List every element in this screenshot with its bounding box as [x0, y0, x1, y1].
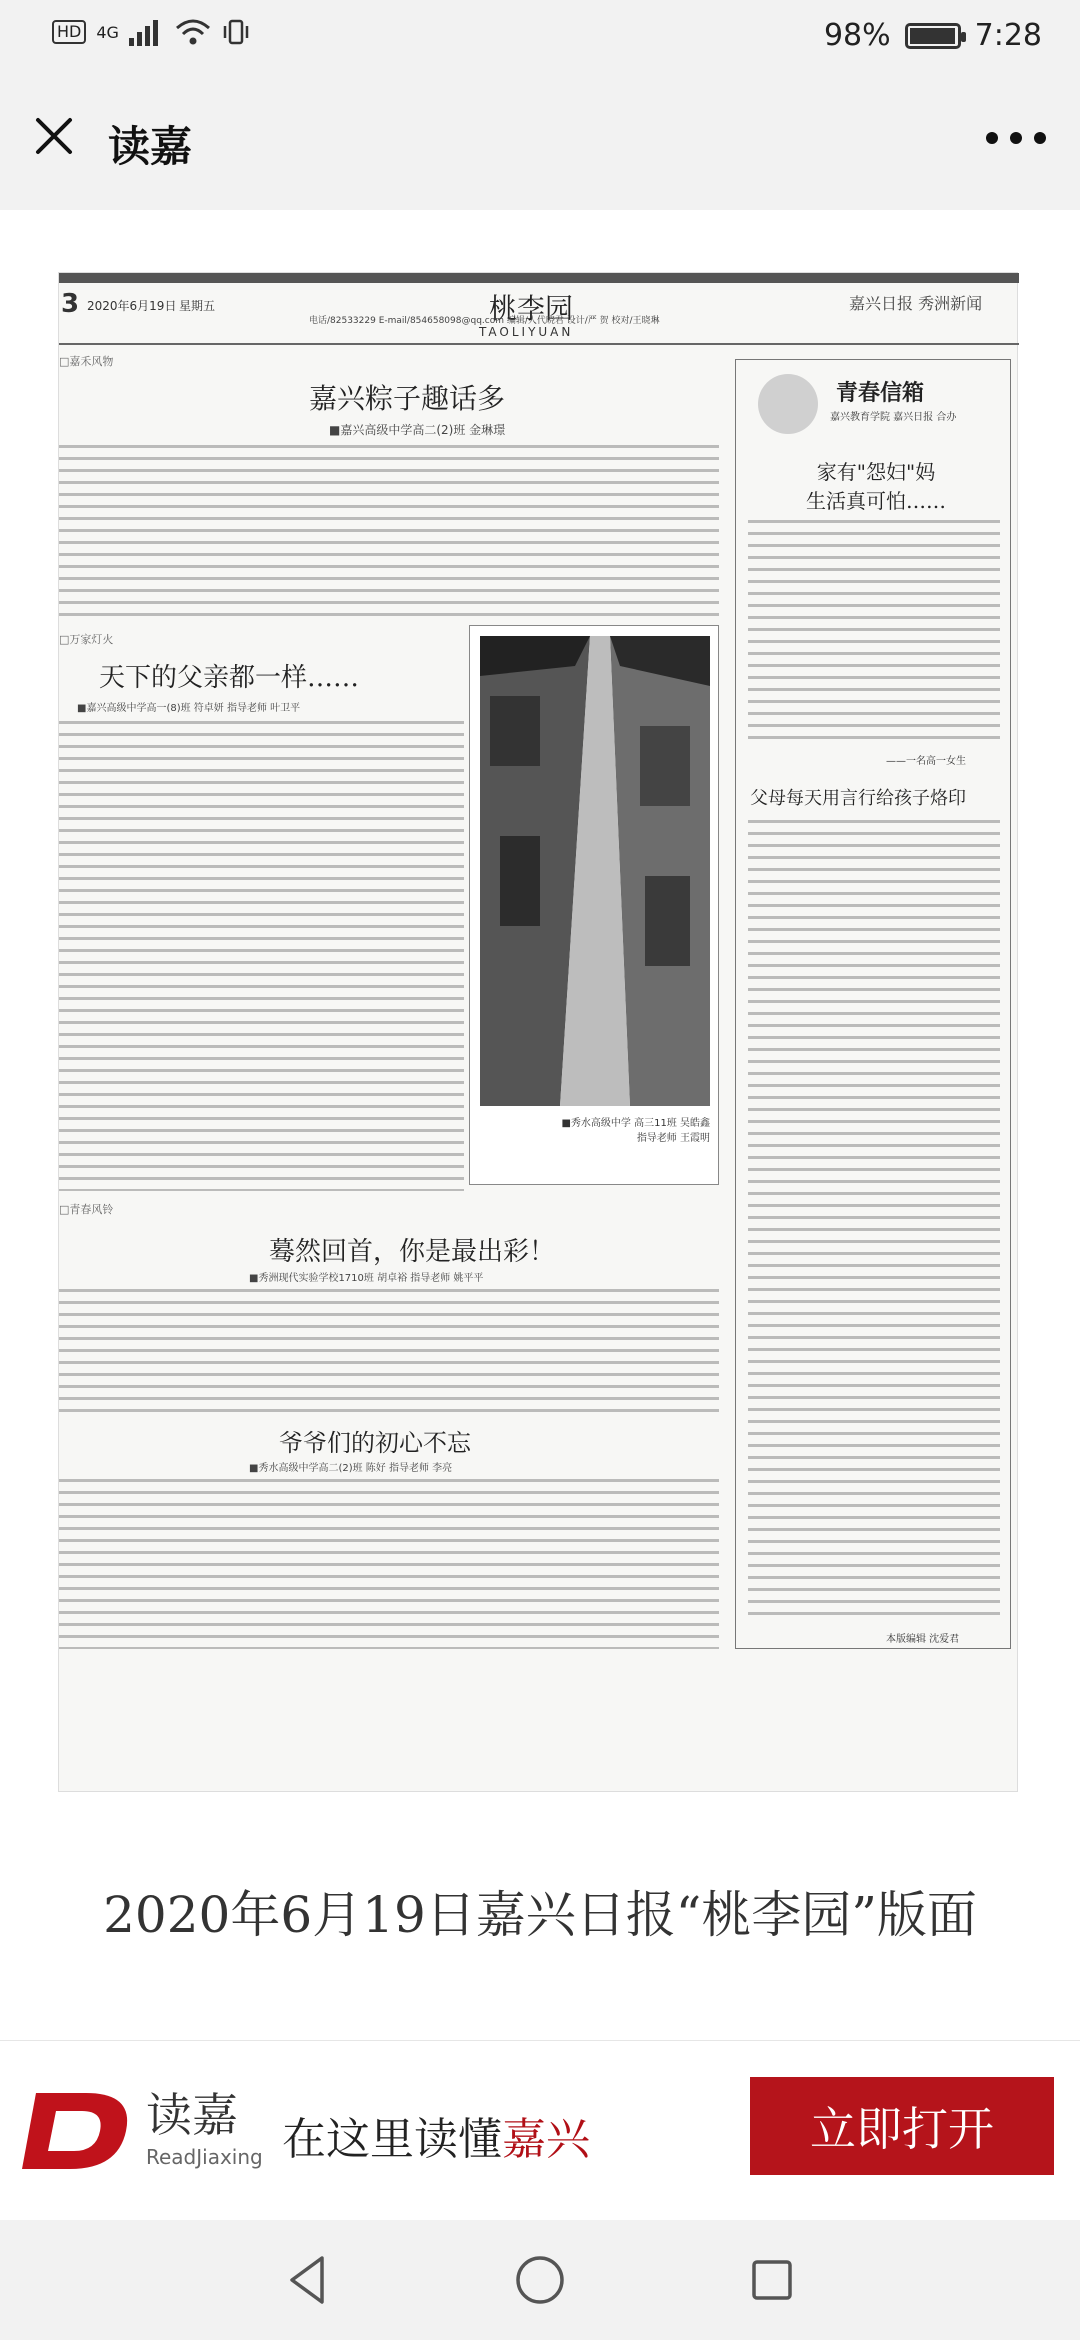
recents-icon	[742, 2250, 802, 2310]
more-dots-icon	[986, 132, 998, 144]
close-button[interactable]	[30, 112, 78, 160]
masthead-title: 桃李园	[489, 292, 574, 325]
article-title-grandpas: 爷爷们的初心不忘	[279, 1429, 471, 1457]
open-app-banner[interactable]	[0, 2040, 1080, 2220]
back-icon	[278, 2250, 338, 2310]
back-button[interactable]	[278, 2250, 338, 2310]
app-title: 读嘉	[108, 122, 193, 171]
slogan-text: 在这里读懂	[282, 2114, 502, 2165]
letter-signature: ——一名高一女生	[886, 756, 966, 767]
status-bar	[0, 0, 1080, 76]
column-title: 青春信箱	[836, 380, 925, 406]
section-label: □万家灯火	[59, 633, 114, 646]
app-bar	[0, 76, 1080, 210]
article-byline: ■秀水高级中学高二(2)班 陈好 指导老师 李亮	[249, 1463, 453, 1474]
open-app-button[interactable]: 立即打开	[750, 2077, 1054, 2175]
section-label: □嘉禾风物	[59, 355, 114, 368]
hd-indicator: HD	[52, 20, 86, 44]
home-icon	[510, 2250, 570, 2310]
reply-title: 父母每天用言行给孩子烙印	[750, 788, 966, 809]
clock: 7:28	[974, 18, 1042, 53]
letter-body-text	[748, 520, 1000, 740]
signal-icon	[129, 18, 165, 46]
close-icon	[30, 112, 78, 160]
sidebar-column	[735, 359, 1011, 1649]
article-byline: ■秀洲现代实验学校1710班 胡卓裕 指导老师 姚平平	[249, 1273, 484, 1284]
section-label: □青春风铃	[59, 1203, 114, 1216]
header-bottom-rule	[59, 343, 1019, 345]
more-dot	[1034, 132, 1046, 144]
article-body-text	[59, 445, 719, 621]
painting-credit: ■秀水高级中学 高三11班 吴皓鑫 指导老师 王霞明	[561, 1118, 710, 1144]
column-subtitle: 嘉兴教育学院 嘉兴日报 合办	[830, 412, 957, 423]
more-button[interactable]	[986, 118, 1046, 158]
status-right	[824, 18, 1042, 53]
contact-line: 电话/82533229 E-mail/854658098@qq.com 编辑/人代晓君 设计/严 贺 校对/王晓琳	[309, 316, 660, 326]
letter-title: 家有"怨妇"妈 生活真可怕……	[806, 460, 946, 513]
page-number: 3	[61, 289, 80, 319]
article-title-lookback: 蓦然回首，你是最出彩！	[269, 1237, 556, 1267]
painting-frame	[469, 625, 719, 1185]
article-content[interactable]	[0, 210, 1080, 2040]
article-byline: ■嘉兴高级中学高一(8)班 符卓妍 指导老师 叶卫平	[77, 703, 301, 714]
system-navigation-bar	[0, 2220, 1080, 2340]
header-rule	[59, 273, 1019, 283]
page-editor: 本版编辑 沈爱君	[886, 1634, 960, 1645]
slogan-highlight: 嘉兴	[502, 2114, 590, 2165]
reply-body-text	[748, 820, 1000, 1620]
newspaper-page-image[interactable]	[58, 272, 1018, 1792]
article-byline: ■嘉兴高级中学高二(2)班 金琳璟	[329, 423, 506, 437]
battery-percent: 98%	[823, 18, 891, 53]
masthead-pinyin: TAOLIYUAN	[479, 325, 574, 339]
vibrate-icon	[221, 18, 251, 46]
banner-brand-english: ReadJiaxing	[146, 2145, 263, 2169]
battery-fill	[910, 28, 955, 44]
page-weekday: 星期五	[179, 299, 216, 313]
article-body-text	[59, 1479, 719, 1649]
recents-button[interactable]	[742, 2250, 802, 2310]
street-painting-image	[480, 636, 710, 1106]
home-button[interactable]	[510, 2250, 570, 2310]
brand-name: 嘉兴日报 秀洲新闻	[849, 294, 983, 313]
banner-brand-name: 读嘉	[146, 2088, 238, 2142]
readjiaxing-logo	[22, 2083, 138, 2179]
status-left	[52, 18, 251, 46]
wifi-icon	[175, 18, 211, 46]
battery-icon	[905, 23, 961, 49]
network-type: 4G	[96, 22, 119, 42]
mailbox-logo	[758, 374, 818, 434]
article-body-text	[59, 1289, 719, 1413]
banner-slogan	[282, 2103, 590, 2167]
article-title-father: 天下的父亲都一样……	[99, 663, 360, 693]
article-title-zongzi: 嘉兴粽子趣话多	[309, 382, 506, 415]
image-caption: 2020年6月19日嘉兴日报“桃李园”版面	[103, 1886, 977, 1944]
page-date: 2020年6月19日	[87, 299, 177, 313]
more-dot	[1010, 132, 1022, 144]
